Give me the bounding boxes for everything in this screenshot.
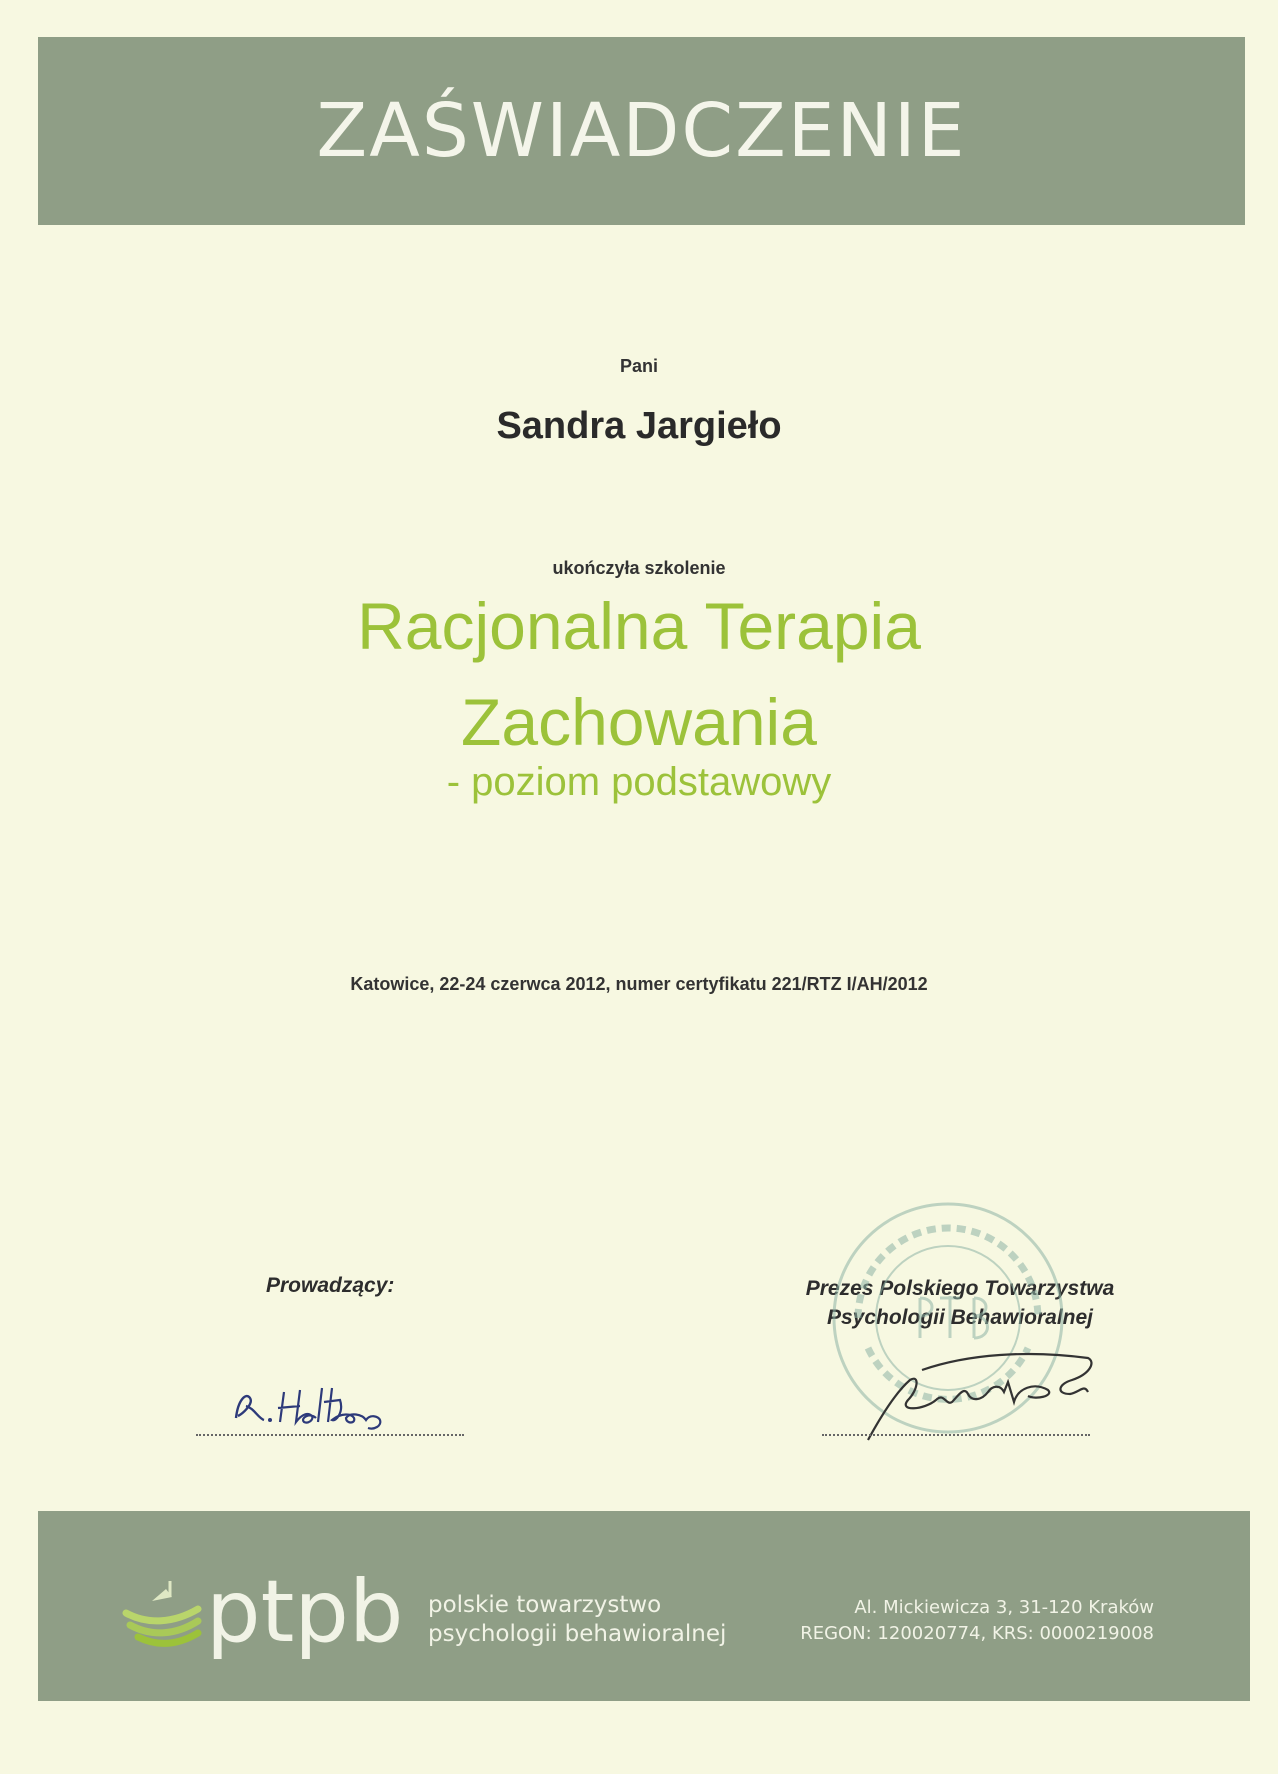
ptpb-logo [118, 1561, 418, 1671]
instructor-signature-line [196, 1434, 464, 1436]
document-title: ZAŚWIADCZENIE [316, 88, 967, 174]
president-label-line1: Prezes Polskiego Towarzystwa [805, 1277, 1115, 1300]
instructor-label: Prowadzący: [266, 1274, 395, 1297]
registration-numbers: REGON: 120020774, KRS: 0000219008 [800, 1623, 1154, 1644]
header-band [38, 37, 1245, 225]
organization-name-line2: psychologii behawioralnej [428, 1621, 727, 1647]
course-title-line1: Racjonalna Terapia [357, 589, 921, 663]
course-details: Katowice, 22-24 czerwca 2012, numer certyfikatu 221/RTZ I/AH/2012 [350, 974, 928, 994]
instructor-signature [228, 1378, 428, 1434]
wave-icon [126, 1581, 198, 1643]
course-level: - poziom podstawowy [446, 760, 832, 804]
recipient-name: Sandra Jargieło [496, 405, 782, 447]
organization-name [428, 1591, 726, 1649]
president-signature-line [822, 1434, 1090, 1436]
footer-band [38, 1511, 1250, 1701]
course-title-line2: Zachowania [461, 685, 817, 759]
address-line1: Al. Mickiewicza 3, 31-120 Kraków [854, 1597, 1154, 1618]
organization-address [800, 1595, 1154, 1647]
logo-wordmark: ptpb [206, 1562, 404, 1662]
completed-text: ukończyła szkolenie [552, 558, 726, 578]
salutation: Pani [619, 356, 658, 376]
organization-name-line1: polskie towarzystwo [428, 1592, 662, 1618]
president-label-line2: Psychologii Behawioralnej [826, 1306, 1094, 1329]
